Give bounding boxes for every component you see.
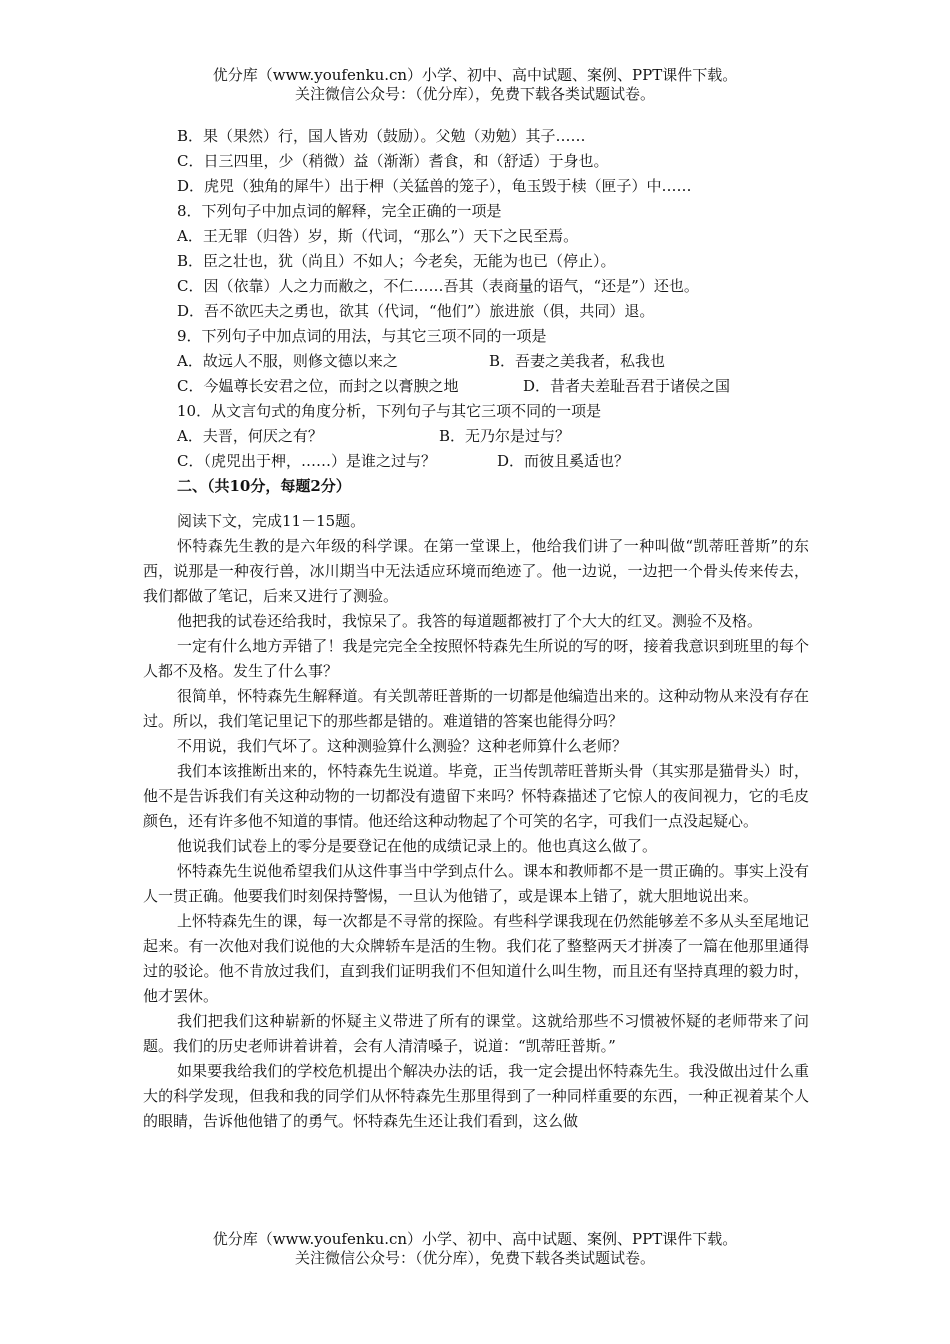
section-2-heading: 二、（共10分，每题2分） [177, 477, 351, 495]
q9-option-b: B．吾妻之美我者，私我也 [489, 352, 666, 370]
q7-option-c: C．日三四里，少（稍微）益（渐渐）耆食，和（舒适）于身也。 [177, 152, 609, 170]
footer-line-1: 优分库（www.youfenku.cn）小学、初中、高中试题、案例、PPT课件下载。 [212, 1230, 738, 1248]
q9-options-ab [143, 349, 809, 374]
q9-options-cd [143, 374, 809, 399]
passage-paragraph: 不用说，我们气坏了。这种测验算什么测验？这种老师算什么老师？ [177, 737, 628, 755]
q10-option-c: C．（虎兕出于柙，……）是谁之过与？ [177, 452, 436, 470]
q10-option-a: A．夫晋，何厌之有？ [177, 427, 323, 445]
q10-options-cd [143, 449, 809, 474]
header-line-1: 优分库（www.youfenku.cn）小学、初中、高中试题、案例、PPT课件下载。 [212, 66, 738, 84]
footer-line-2: 关注微信公众号：（优分库），免费下载各类试题试卷。 [294, 1249, 655, 1267]
q7-option-b: B．果（果然）行，国人皆劝（鼓励）。父勉（劝勉）其子…… [177, 127, 586, 145]
passage-paragraph: 一定有什么地方弄错了！我是完完全全按照怀特森先生所说的写的呀，接着我意识到班里的每个人都不及格。发生了什么事？ [143, 637, 809, 680]
q8-option-b: B．臣之壮也，犹（尚且）不如人；今老矣，无能为也已（停止）。 [177, 252, 616, 270]
passage-paragraph: 他把我的试卷还给我时，我惊呆了。我答的每道题都被打了个大大的红叉。测验不及格。 [177, 612, 763, 630]
passage-paragraph: 他说我们试卷上的零分是要登记在他的成绩记录上的。他也真这么做了。 [177, 837, 658, 855]
q10-option-b: B．无乃尔是过与？ [439, 427, 571, 445]
page-header [0, 66, 950, 104]
q8-option-c: C．因（依靠）人之力而敝之，不仁……吾其（表商量的语气，“还是”）还也。 [177, 277, 699, 295]
document-body [143, 124, 809, 1134]
passage-paragraph: 怀特森先生说他希望我们从这件事当中学到点什么。课本和教师都不是一贯正确的。事实上没有人一贯正确。他要我们时刻保持警惕，一旦认为他错了，或是课本上错了，就大胆地说出来。 [143, 862, 809, 905]
q8-stem: 8．下列句子中加点词的解释，完全正确的一项是 [177, 202, 502, 220]
passage-paragraph: 很简单，怀特森先生解释道。有关凯蒂旺普斯的一切都是他编造出来的。这种动物从来没有存在过。所以，我们笔记里记下的那些都是错的。难道错的答案也能得分吗？ [143, 687, 809, 730]
passage-paragraph: 怀特森先生教的是六年级的科学课。在第一堂课上，他给我们讲了一种叫做“凯蒂旺普斯”的东西，说那是一种夜行兽，冰川期当中无法适应环境而绝迹了。他一边说，一边把一个骨头传来传去，我们都做了笔记，后来又进行了测验。 [143, 537, 809, 605]
q8-option-d: D．吾不欲匹夫之勇也，欲其（代词，“他们”）旅进旅（俱，共同）退。 [177, 302, 655, 320]
passage-paragraph: 我们把我们这种崭新的怀疑主义带进了所有的课堂。这就给那些不习惯被怀疑的老师带来了问题。我们的历史老师讲着讲着，会有人清清嗓子，说道：“凯蒂旺普斯。” [143, 1012, 809, 1055]
q9-stem: 9．下列句子中加点词的用法，与其它三项不同的一项是 [177, 327, 547, 345]
passage-paragraph: 如果要我给我们的学校危机提出个解决办法的话，我一定会提出怀特森先生。我没做出过什么重大的科学发现，但我和我的同学们从怀特森先生那里得到了一种同样重要的东西，一种正视着某个人的眼睛，告诉他他错了的勇气。怀特森先生还让我们看到，这么做 [143, 1062, 809, 1130]
passage-paragraph: 我们本该推断出来的，怀特森先生说道。毕竟，正当传凯蒂旺普斯头骨（其实那是猫骨头）时，他不是告诉我们有关这种动物的一切都没有遗留下来吗？怀特森描述了它惊人的夜间视力，它的毛皮颜色，还有许多他不知道的事情。他还给这种动物起了个可笑的名字，可我们一点没起疑心。 [143, 762, 809, 830]
q10-stem: 10．从文言句式的角度分析，下列句子与其它三项不同的一项是 [177, 402, 602, 420]
page-footer [0, 1230, 950, 1268]
q9-option-d: D．昔者夫差耻吾君于诸侯之国 [523, 377, 731, 395]
passage-paragraph: 上怀特森先生的课，每一次都是不寻常的探险。有些科学课我现在仍然能够差不多从头至尾地记起来。有一次他对我们说他的大众牌轿车是活的生物。我们花了整整两天才拼凑了一篇在他那里通得过的驳论。他不肯放过我们，直到我们证明我们不但知道什么叫生物，而且还有坚持真理的毅力时，他才罢休。 [143, 912, 809, 1005]
q10-option-d: D．而彼且奚适也？ [497, 452, 630, 470]
passage-intro: 阅读下文，完成11－15题。 [177, 512, 366, 530]
q8-option-a: A．王无罪（归咎）岁，斯（代词，“那么”）天下之民至焉。 [177, 227, 579, 245]
q7-option-d: D．虎兕（独角的犀牛）出于柙（关猛兽的笼子），龟玉毁于椟（匣子）中…… [177, 177, 692, 195]
q9-option-c: C．今媪尊长安君之位，而封之以膏腴之地 [177, 377, 459, 395]
header-line-2: 关注微信公众号：（优分库），免费下载各类试题试卷。 [294, 85, 655, 103]
q10-options-ab [143, 424, 809, 449]
q9-option-a: A．故远人不服，则修文德以来之 [177, 352, 398, 370]
